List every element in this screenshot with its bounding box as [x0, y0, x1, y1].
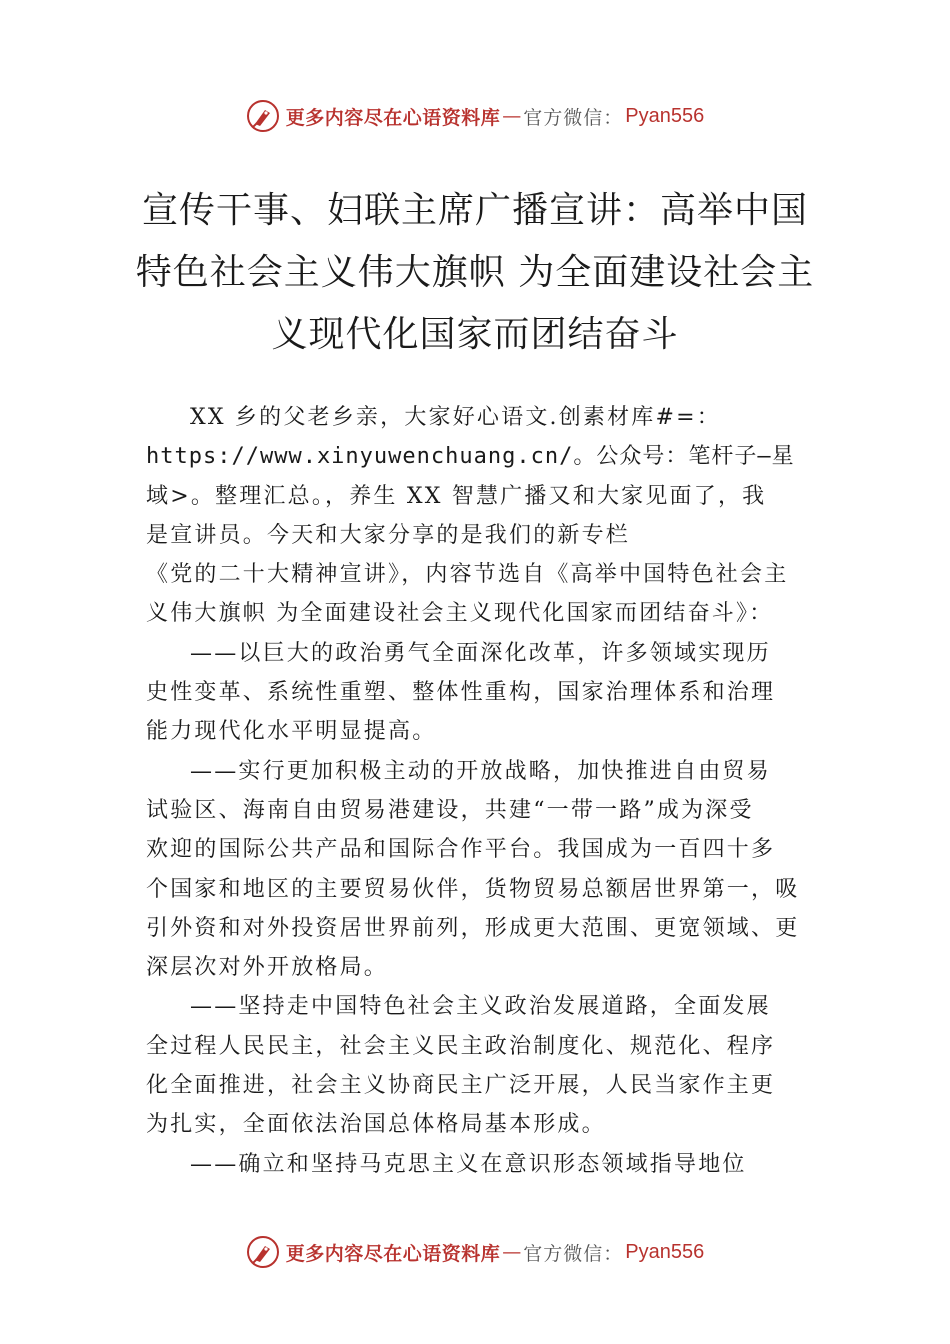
banner-brand-text: 更多内容尽在心语资料库: [285, 106, 501, 129]
body-line: 史性变革、系统性重塑、整体性重构，国家治理体系和治理: [146, 680, 776, 706]
body-line: ——实行更加积极主动的开放战略，加快推进自由贸易: [190, 758, 771, 784]
body-line: 能力现代化水平明显提高。: [146, 719, 437, 745]
document-title: [120, 180, 830, 366]
banner-wechat-id: Pyan556: [625, 104, 705, 127]
body-line: 试验区、海南自由贸易港建设，共建“一带一路”成为深受: [146, 797, 754, 823]
footer-banner: [0, 1232, 950, 1272]
body-line: ——以巨大的政治勇气全面深化改革，许多领域实现历: [190, 640, 771, 666]
document-body: [146, 398, 818, 1184]
body-line: 化全面推进，社会主义协商民主广泛开展，人民当家作主更: [146, 1073, 776, 1099]
body-line: 为扎实，全面依法治国总体格局基本形成。: [146, 1112, 606, 1138]
pen-nib-logo-icon: [246, 99, 280, 133]
body-line: 个国家和地区的主要贸易伙伴，货物贸易总额居世界第一，吸: [146, 876, 800, 902]
body-line: ——坚持走中国特色社会主义政治发展道路，全面发展: [190, 994, 771, 1020]
header-banner: [0, 96, 950, 136]
banner-wechat-label: 官方微信：: [523, 1242, 624, 1265]
banner-brand-text: 更多内容尽在心语资料库: [285, 1242, 501, 1265]
body-line: 欢迎的国际公共产品和国际合作平台。我国成为一百四十多: [146, 837, 776, 863]
body-line: ——确立和坚持马克思主义在意识形态领域指导地位: [190, 1151, 747, 1177]
body-line: XX 乡的父老乡亲，大家好心语文.创素材库#=：: [190, 405, 721, 430]
banner-separator: —: [502, 1241, 522, 1263]
banner-wechat-id: Pyan556: [625, 1240, 705, 1263]
body-line: 深层次对外开放格局。: [146, 955, 389, 981]
title-line: 宣传干事、妇联主席广播宣讲：高举中国: [141, 190, 808, 231]
banner-wechat-label: 官方微信：: [523, 106, 624, 129]
body-line: 全过程人民民主，社会主义民主政治制度化、规范化、程序: [146, 1033, 776, 1059]
banner-separator: —: [502, 105, 522, 127]
pen-nib-logo-icon: [246, 1235, 280, 1269]
body-line: 《党的二十大精神宣讲》，内容节选自《高举中国特色社会主: [146, 562, 789, 588]
body-line: 义伟大旗帜 为全面建设社会主义现代化国家而团结奋斗》：: [146, 601, 774, 627]
body-line: 是宣讲员。今天和大家分享的是我们的新专栏: [146, 522, 631, 548]
title-line: 特色社会主义伟大旗帜 为全面建设社会主: [135, 252, 815, 293]
body-line: 引外资和对外投资居世界前列，形成更大范围、更宽领域、更: [146, 915, 800, 941]
body-line: 域>。整理汇总。，养生 XX 智慧广播又和大家见面了，我: [146, 483, 767, 509]
title-line: 义现代化国家而团结奋斗: [271, 314, 679, 355]
body-line-url: https://www.xinyuwenchuang.cn/。公众号：笔杆子—星: [146, 444, 795, 470]
